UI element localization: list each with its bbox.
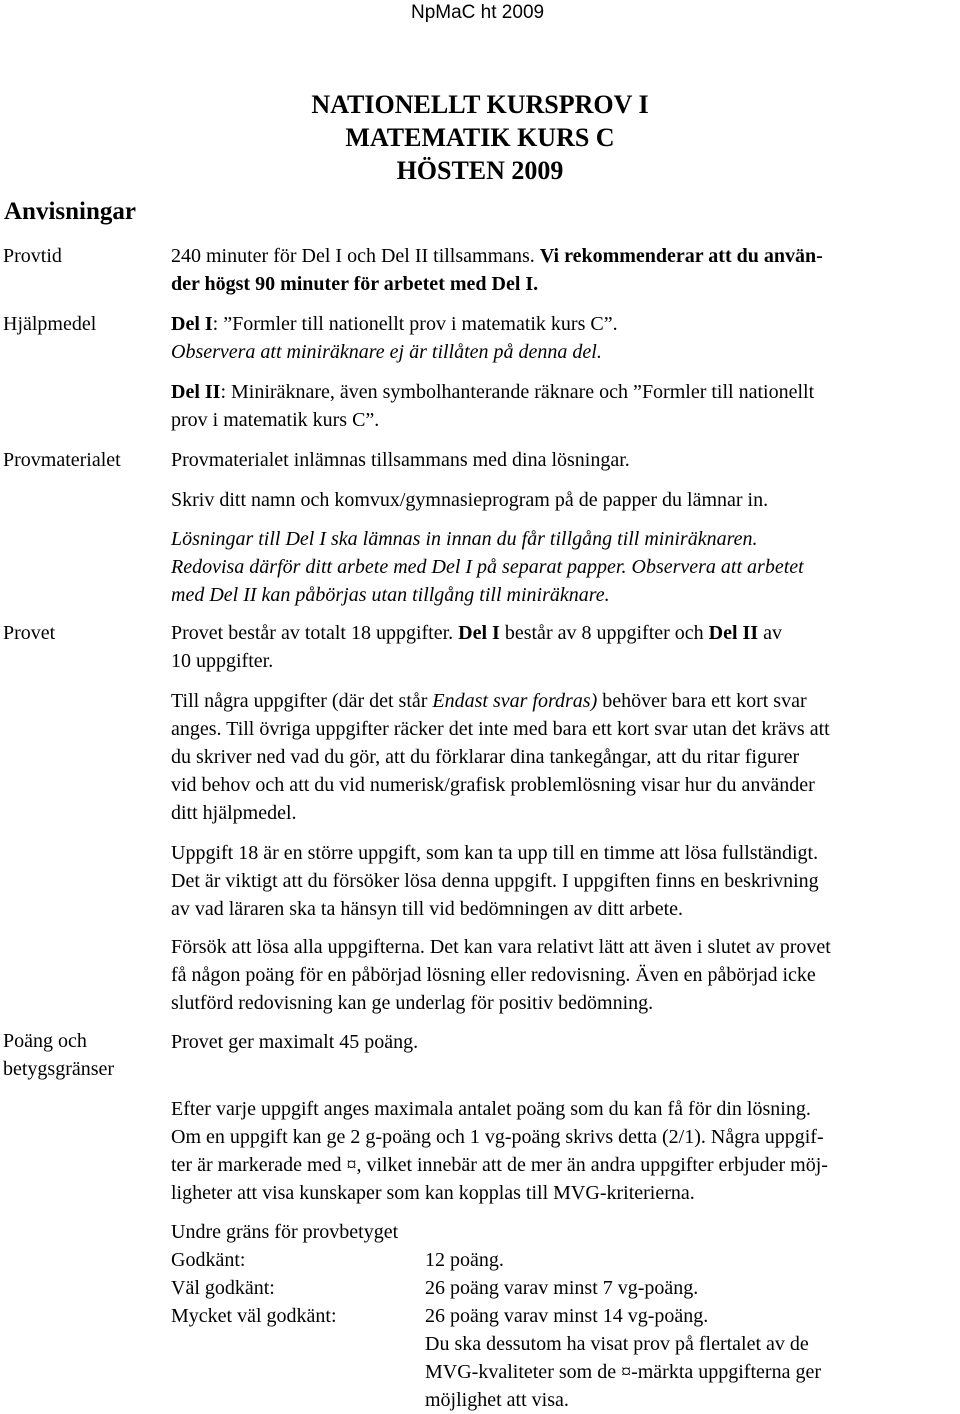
grade-mvg-note-1: Du ska dessutom ha visat prov på flertalet av de [425, 1333, 809, 1355]
grade-mvg-note-2: MVG-kvaliteter som de ¤-märkta uppgifterna ger [425, 1361, 821, 1383]
provet-a-del1: Del I [458, 622, 500, 644]
provet-b-end: behöver bara ett kort svar [597, 690, 807, 712]
provet-b-italic: Endast svar fordras) [432, 690, 598, 712]
provmat-p3-line-1: Lösningar till Del I ska lämnas in innan du får tillgång till miniräknaren. [171, 528, 758, 550]
provtid-line-2: der högst 90 minuter för arbetet med Del I. [171, 273, 539, 295]
provet-a-line-2: 10 uppgifter. [171, 650, 274, 672]
label-provet: Provet [3, 622, 56, 644]
grade-mvg-note-3: möjlighet att visa. [425, 1389, 569, 1411]
grade-g-label: Godkänt: [171, 1249, 246, 1271]
provet-c-line-1: Uppgift 18 är en större uppgift, som kan ta upp till en timme att lösa fullständigt. [171, 842, 819, 864]
provmat-p1: Provmaterialet inlämnas tillsammans med dina lösningar. [171, 449, 630, 471]
provet-a-mid: består av 8 uppgifter och [499, 622, 709, 644]
label-poang-1: Poäng och [3, 1030, 87, 1052]
grade-vg-value: 26 poäng varav minst 7 vg-poäng. [425, 1277, 699, 1299]
provet-c-line-2: Det är viktigt att du försöker lösa denna uppgift. I uppgiften finns en beskrivning [171, 870, 819, 892]
grade-vg-label: Väl godkänt: [171, 1277, 275, 1299]
poang-e-line-3: ter är markerade med ¤, vilket innebär att de mer än andra uppgifter erbjuder möj- [171, 1154, 828, 1176]
label-poang-2: betygsgränser [3, 1058, 115, 1080]
provet-c-line-3: av vad läraren ska ta hänsyn till vid bedömningen av ditt arbete. [171, 898, 684, 920]
label-provtid: Provtid [3, 245, 62, 267]
provet-b-line-2: anges. Till övriga uppgifter räcker det inte med bara ett kort svar utan det krävs att [171, 718, 830, 740]
label-hjalpmedel: Hjälpmedel [3, 313, 97, 335]
provtid-line-1 [171, 242, 823, 270]
provet-b-line-3: du skriver ned vad du gör, att du förklarar dina tankegångar, att du ritar figurer [171, 746, 800, 768]
provet-b-line-5: ditt hjälpmedel. [171, 802, 297, 824]
hjalp-del2-text: : Miniräknare, även symbolhanterande räknare och ”Formler till nationellt [220, 381, 815, 403]
provet-a-text: Provet består av totalt 18 uppgifter. [171, 622, 459, 644]
section-heading: Anvisningar [4, 198, 136, 225]
provet-d-line-2: få någon poäng för en påbörjad lösning eller redovisning. Även en påbörjad icke [171, 964, 816, 986]
provtid-text: 240 minuter för Del I och Del II tillsammans. [171, 245, 540, 267]
provmat-p2: Skriv ditt namn och komvux/gymnasieprogram på de papper du lämnar in. [171, 489, 769, 511]
provet-a-del2: Del II [708, 622, 759, 644]
hjalp-del2-label: Del II [171, 381, 221, 403]
hjalp-del2-line-2: prov i matematik kurs C”. [171, 409, 380, 431]
provet-a-end: av [758, 622, 783, 644]
poang-e-line-4: ligheter att visa kunskaper som kan kopplas till MVG-kriterierna. [171, 1182, 695, 1204]
provmat-p3-line-2: Redovisa därför ditt arbete med Del I på separat papper. Observera att arbetet [171, 556, 804, 578]
title-line-1: NATIONELLT KURSPROV I [311, 90, 649, 119]
provtid-recommend: Vi rekommenderar att du använ- [539, 245, 823, 267]
provet-b-text: Till några uppgifter (där det står [171, 690, 433, 712]
poang-e-line-1: Efter varje uppgift anges maximala antalet poäng som du kan få för din lösning. [171, 1098, 811, 1120]
poang-max: Provet ger maximalt 45 poäng. [171, 1031, 419, 1053]
page-header: NpMaC ht 2009 [411, 2, 545, 23]
provet-b-line-1 [171, 687, 807, 715]
provet-d-line-3: slutförd redovisning kan ge underlag för positiv bedömning. [171, 992, 654, 1014]
poang-e-line-2: Om en uppgift kan ge 2 g-poäng och 1 vg-poäng skrivs detta (2/1). Några uppgif- [171, 1126, 824, 1148]
title-line-3: HÖSTEN 2009 [396, 156, 564, 185]
provmat-p3-line-3: med Del II kan påbörjas utan tillgång till miniräknare. [171, 584, 610, 606]
grade-heading: Undre gräns för provbetyget [171, 1221, 399, 1243]
grade-mvg-label: Mycket väl godkänt: [171, 1305, 337, 1327]
grade-mvg-value: 26 poäng varav minst 14 vg-poäng. [425, 1305, 709, 1327]
provet-b-line-4: vid behov och att du vid numerisk/grafisk problemlösning visar hur du använder [171, 774, 815, 796]
title-line-2: MATEMATIK KURS C [345, 123, 615, 152]
hjalp-del1 [171, 310, 618, 338]
hjalp-del1-label: Del I [171, 313, 213, 335]
provet-d-line-1: Försök att lösa alla uppgifterna. Det kan vara relativt lätt att även i slutet av provet [171, 936, 831, 958]
grade-g-value: 12 poäng. [425, 1249, 504, 1271]
hjalp-del2 [171, 378, 814, 406]
provet-a-line-1 [171, 619, 782, 647]
hjalp-del1-note: Observera att miniräknare ej är tillåten på denna del. [171, 341, 602, 363]
label-provmaterialet: Provmaterialet [3, 449, 121, 471]
hjalp-del1-text: : ”Formler till nationellt prov i matematik kurs C”. [212, 313, 618, 335]
